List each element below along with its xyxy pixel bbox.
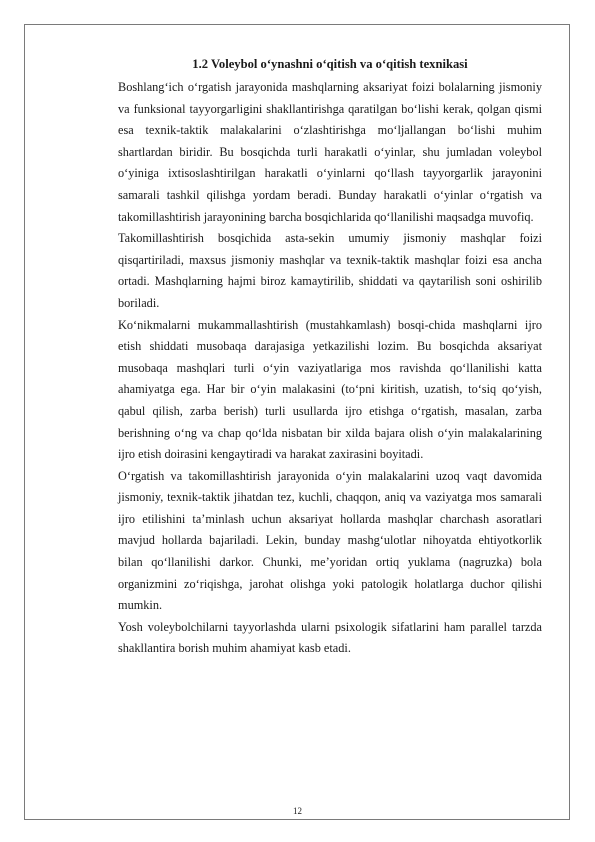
paragraph-5: Yosh voleybolchilarni tayyorlashda ularni psixologik sifatlarini ham parallel tarzda shakllantira borish muhim ahamiyat kasb etadi. [118,619,542,656]
paragraph-4: O‘rgatish va takomillashtirish jarayonida o‘yin malakalarini uzoq vaqt davomida jismoniy, texnik-taktik jihatdan tez, kuchli, chaqqon, aniq va vaziyatga mos samarali ijro etilishini ta’minlash uchun aksariyat hollarda mashqlar charchash asoratlari mavjud hollarda bajariladi. Lekin, bunday mashg‘ulotlar nihoyatda ehtiyotkorlik bilan qo‘llanilishi darkor. Chunki, me’yoridan ortiq yuklama (nagruzka) bola organizmini zo‘riqishga, jarohat olishga yoki patologik holatlarga duchor qilishi mumkin. [118,468,542,613]
paragraph-1: Boshlang‘ich o‘rgatish jarayonida mashqlarning aksariyat foizi bolalarning jismoniy va funksional tayyorgarligini shakllantirishga qaratilgan bo‘lishi kerak, qolgan qismi esa texnik-taktik malakalarini o‘zlashtirishga mo‘ljallangan bo‘lishi muhim shartlardan biridir. Bu bosqichda turli harakatli o‘yinlar, shu jumladan voleybol o‘yiniga ixtisoslashtirilgan harakatli o‘yinlarni qo‘llash tayyorgarlik jarayonini samarali tashkil qilishga yordam beradi. Bunday harakatli o‘yinlar o‘rgatish va takomillashtirish jarayonining barcha bosqichlarida qo‘llanilishi maqsadga muvofiq. [118,80,542,224]
page-number: 12 [293,806,302,816]
paragraph-2: Takomillashtirish bosqichida asta-sekin umumiy jismoniy mashqlar foizi qisqartiriladi, maxsus jismoniy mashqlar va texnik-taktik mashqlar foizi esa ancha ortadi. Mashqlarning hajmi biroz kamaytirilib, shiddati va qaytarilish soni oshirilib boriladi. [118,231,542,310]
section-heading: 1.2 Voleybol o‘ynashni o‘qitish va o‘qitish texnikasi [192,57,468,71]
paragraph-3: Ko‘nikmalarni mukammallashtirish (mustahkamlash) bosqi-chida mashqlarni ijro etish shiddati musobaqa darajasiga yetkazilishi lozim. Bu bosqichda aksariyat musobaqa mashqlari turli o‘yin vaziyatlariga mos ravishda qo‘llanilishi katta ahamiyatga ega. Har bir o‘yin malakasini (to‘pni kiritish, uzatish, to‘siq qo‘yish, qabul qilish, zarba berish) turli usullarda ijro etishga o‘rgatish, masalan, zarba berishning o‘ng va chap qo‘lda nisbatan bir xilda bajara olish o‘yin malakalarining ijro etish doirasini kengaytiradi va harakat zaxirasini boyitadi. [118,317,542,462]
document-body [118,55,542,660]
